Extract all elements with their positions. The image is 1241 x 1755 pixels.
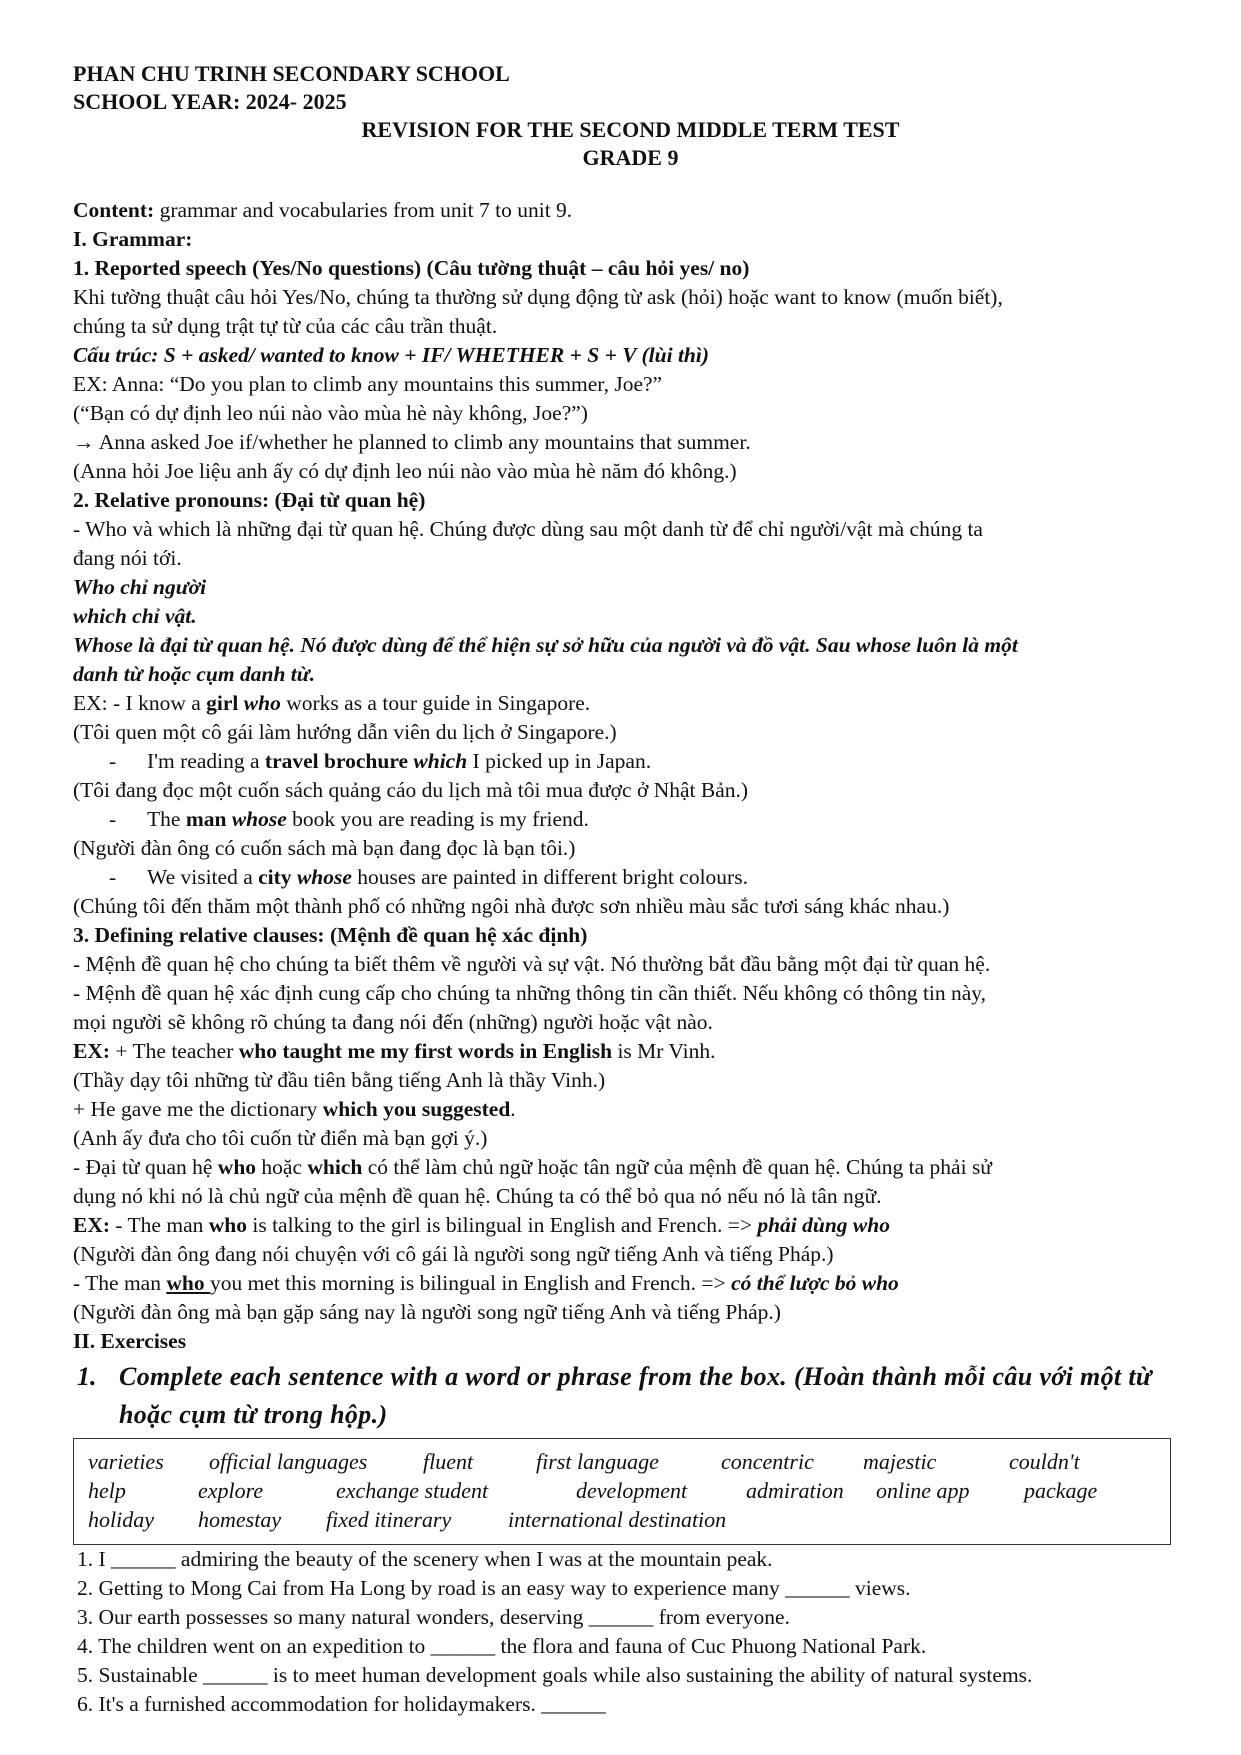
example-text: The xyxy=(147,807,186,831)
word-box xyxy=(73,1438,1171,1545)
example-label: EX: xyxy=(73,1213,111,1237)
example-clause: who taught me my first words in English xyxy=(238,1039,613,1063)
example-pronoun: whose xyxy=(291,865,352,889)
example-text: is talking to the girl is bilingual in English and French. => xyxy=(246,1213,758,1237)
word-box-item: package xyxy=(1024,1478,1098,1503)
example-translation: (Anna hỏi Joe liệu anh ấy có dự định leo núi nào vào mùa hè năm đó không.) xyxy=(73,459,737,483)
section-1-paragraph: chúng ta sử dụng trật tự từ của các câu trần thuật. xyxy=(73,314,498,338)
word-box-item: concentric xyxy=(721,1449,814,1474)
example-note: có thể lược bỏ who xyxy=(731,1271,899,1295)
question-item: 6. It's a furnished accommodation for holidaymakers. ______ xyxy=(77,1692,606,1716)
question-item: 3. Our earth possesses so many natural wonders, deserving ______ from everyone. xyxy=(77,1605,790,1629)
content-label: Content: xyxy=(73,198,155,222)
keyword-who: who xyxy=(166,1271,210,1295)
section-3-paragraph: dụng nó khi nó là chủ ngữ của mệnh đề quan hệ. Chúng ta có thể bỏ qua nó nếu nó là tân ngữ. xyxy=(73,1184,882,1208)
word-box-item: development xyxy=(576,1478,688,1503)
example-translation: (Anh ấy đưa cho tôi cuốn từ điển mà bạn gợi ý.) xyxy=(73,1126,488,1150)
example-pronoun: who xyxy=(238,691,281,715)
word-box-item: couldn't xyxy=(1009,1449,1080,1474)
keyword-who: who xyxy=(217,1155,257,1179)
content-text: grammar and vocabularies from unit 7 to unit 9. xyxy=(154,198,573,222)
exercise-1-instruction xyxy=(73,1358,1188,1434)
word-box-row xyxy=(88,1505,1156,1534)
word-box-item: homestay xyxy=(198,1507,282,1532)
example-text: I'm reading a xyxy=(147,749,265,773)
whose-rule: danh từ hoặc cụm danh từ. xyxy=(73,662,316,686)
document-page xyxy=(73,60,1188,1719)
paragraph-text: có thể làm chủ ngữ hoặc tân ngữ của mệnh đề quan hệ. Chúng ta phải sử xyxy=(362,1155,992,1179)
keyword-who: who xyxy=(208,1213,247,1237)
word-box-row xyxy=(88,1447,1156,1476)
example-text: + The teacher xyxy=(110,1039,239,1063)
section-2-paragraph: đang nói tới. xyxy=(73,546,182,570)
section-3-paragraph xyxy=(73,1153,1188,1182)
example-line xyxy=(73,1037,1188,1066)
word-box-item: fixed itinerary xyxy=(326,1507,452,1532)
question-item: 1. I ______ admiring the beauty of the scenery when I was at the mountain peak. xyxy=(77,1547,773,1571)
who-rule: Who chỉ người xyxy=(73,575,207,599)
word-box-item: help xyxy=(88,1478,126,1503)
example-line xyxy=(73,805,1188,834)
word-box-item: admiration xyxy=(746,1478,844,1503)
example-label: EX: xyxy=(73,1039,111,1063)
document-title: REVISION FOR THE SECOND MIDDLE TERM TEST xyxy=(361,117,900,142)
example-noun: girl xyxy=(206,691,239,715)
grammar-heading: I. Grammar: xyxy=(73,227,193,251)
exercise-instruction-text: Complete each sentence with a word or phrase from the box. (Hoàn thành mỗi câu với một từ hoặc cụm từ trong hộp.) xyxy=(119,1362,1152,1429)
example-text: EX: - I know a xyxy=(73,691,207,715)
word-box-row xyxy=(88,1476,1156,1505)
word-box-item: international destination xyxy=(508,1507,727,1532)
paragraph-text: hoặc xyxy=(256,1155,308,1179)
whose-rule: Whose là đại từ quan hệ. Nó được dùng để thể hiện sự sở hữu của người và đồ vật. Sau whose luôn là một xyxy=(73,633,1018,657)
word-box-item: online app xyxy=(876,1478,970,1503)
example-text: - The man xyxy=(110,1213,209,1237)
section-3-paragraph: - Mệnh đề quan hệ xác định cung cấp cho chúng ta những thông tin cần thiết. Nếu không có thông tin này, xyxy=(73,981,987,1005)
dash-bullet: - xyxy=(109,749,117,773)
example-text: - The man xyxy=(73,1271,167,1295)
section-3-paragraph: mọi người sẽ không rõ chúng ta đang nói đến (những) người hoặc vật nào. xyxy=(73,1010,713,1034)
example-translation: (“Bạn có dự định leo núi nào vào mùa hè này không, Joe?”) xyxy=(73,401,588,425)
question-item: 5. Sustainable ______ is to meet human development goals while also sustaining the ability of natural systems. xyxy=(77,1663,1033,1687)
question-item: 4. The children went on an expedition to ______ the flora and fauna of Cuc Phuong National Park. xyxy=(77,1634,927,1658)
example-text: you met this morning is bilingual in English and French. => xyxy=(209,1271,732,1295)
example-translation: (Chúng tôi đến thăm một thành phố có những ngôi nhà được sơn nhiều màu sắc tươi sáng khác nhau.) xyxy=(73,894,950,918)
example-text: + He gave me the dictionary xyxy=(73,1097,323,1121)
word-box-item: fluent xyxy=(423,1449,474,1474)
keyword-which: which xyxy=(307,1155,363,1179)
example-noun: city xyxy=(258,865,292,889)
section-1-heading: 1. Reported speech (Yes/No questions) (Câu tường thuật – câu hỏi yes/ no) xyxy=(73,256,750,280)
example-line: → Anna asked Joe if/whether he planned to climb any mountains that summer. xyxy=(73,430,751,454)
section-1-structure: Cấu trúc: S + asked/ wanted to know + IF/ WHETHER + S + V (lùi thì) xyxy=(73,343,710,367)
paragraph-text: - Đại từ quan hệ xyxy=(73,1155,218,1179)
example-noun: man xyxy=(185,807,227,831)
example-translation: (Người đàn ông mà bạn gặp sáng nay là người song ngữ tiếng Anh và tiếng Pháp.) xyxy=(73,1300,781,1324)
example-translation: (Thầy dạy tôi những từ đầu tiên bằng tiếng Anh là thầy Vinh.) xyxy=(73,1068,606,1092)
word-box-item: majestic xyxy=(863,1449,937,1474)
example-text: I picked up in Japan. xyxy=(467,749,652,773)
question-item: 2. Getting to Mong Cai from Ha Long by road is an easy way to experience many ______ views. xyxy=(77,1576,911,1600)
example-noun: travel brochure xyxy=(264,749,409,773)
example-translation: (Người đàn ông có cuốn sách mà bạn đang đọc là bạn tôi.) xyxy=(73,836,576,860)
example-line xyxy=(73,747,1188,776)
example-line xyxy=(73,863,1188,892)
example-clause: which you suggested xyxy=(322,1097,511,1121)
section-2-heading: 2. Relative pronouns: (Đại từ quan hệ) xyxy=(73,488,426,512)
example-text: book you are reading is my friend. xyxy=(286,807,589,831)
example-translation: (Tôi quen một cô gái làm hướng dẫn viên du lịch ở Singapore.) xyxy=(73,720,617,744)
example-translation: (Người đàn ông đang nói chuyện với cô gái là người song ngữ tiếng Anh và tiếng Pháp.) xyxy=(73,1242,834,1266)
example-line xyxy=(73,1095,1188,1124)
example-text: We visited a xyxy=(147,865,259,889)
example-pronoun: whose xyxy=(226,807,287,831)
which-rule: which chỉ vật. xyxy=(73,604,197,628)
word-box-item: explore xyxy=(198,1478,264,1503)
example-line xyxy=(73,1269,1188,1298)
word-box-item: official languages xyxy=(209,1449,368,1474)
example-note: phải dùng who xyxy=(757,1213,890,1237)
section-3-heading: 3. Defining relative clauses: (Mệnh đề quan hệ xác định) xyxy=(73,923,588,947)
school-name: PHAN CHU TRINH SECONDARY SCHOOL xyxy=(73,61,510,86)
example-text: houses are painted in different bright colours. xyxy=(351,865,748,889)
section-3-paragraph: - Mệnh đề quan hệ cho chúng ta biết thêm về người và sự vật. Nó thường bắt đầu bằng một đại từ quan hệ. xyxy=(73,952,991,976)
grade-label: GRADE 9 xyxy=(582,145,679,170)
exercises-heading: II. Exercises xyxy=(73,1329,187,1353)
example-line xyxy=(73,1211,1188,1240)
word-box-item: first language xyxy=(536,1449,659,1474)
word-box-item: holiday xyxy=(88,1507,154,1532)
word-box-item: exchange student xyxy=(336,1478,489,1503)
example-text: is Mr Vinh. xyxy=(612,1039,716,1063)
example-line: EX: Anna: “Do you plan to climb any mountains this summer, Joe?” xyxy=(73,372,663,396)
example-pronoun: which xyxy=(408,749,468,773)
example-line xyxy=(73,689,1188,718)
content-line xyxy=(73,196,1188,225)
dash-bullet: - xyxy=(109,865,117,889)
word-box-item: varieties xyxy=(88,1449,164,1474)
school-year: SCHOOL YEAR: 2024- 2025 xyxy=(73,89,347,114)
example-text: . xyxy=(510,1097,516,1121)
exercise-number: 1. xyxy=(77,1362,97,1391)
example-text: works as a tour guide in Singapore. xyxy=(280,691,591,715)
section-1-paragraph: Khi tường thuật câu hỏi Yes/No, chúng ta thường sử dụng động từ ask (hỏi) hoặc want to know (muốn biết), xyxy=(73,285,1003,309)
section-2-paragraph: - Who và which là những đại từ quan hệ. Chúng được dùng sau một danh từ để chỉ người/vật mà chúng ta xyxy=(73,517,983,541)
dash-bullet: - xyxy=(109,807,117,831)
example-translation: (Tôi đang đọc một cuốn sách quảng cáo du lịch mà tôi mua được ở Nhật Bản.) xyxy=(73,778,749,802)
